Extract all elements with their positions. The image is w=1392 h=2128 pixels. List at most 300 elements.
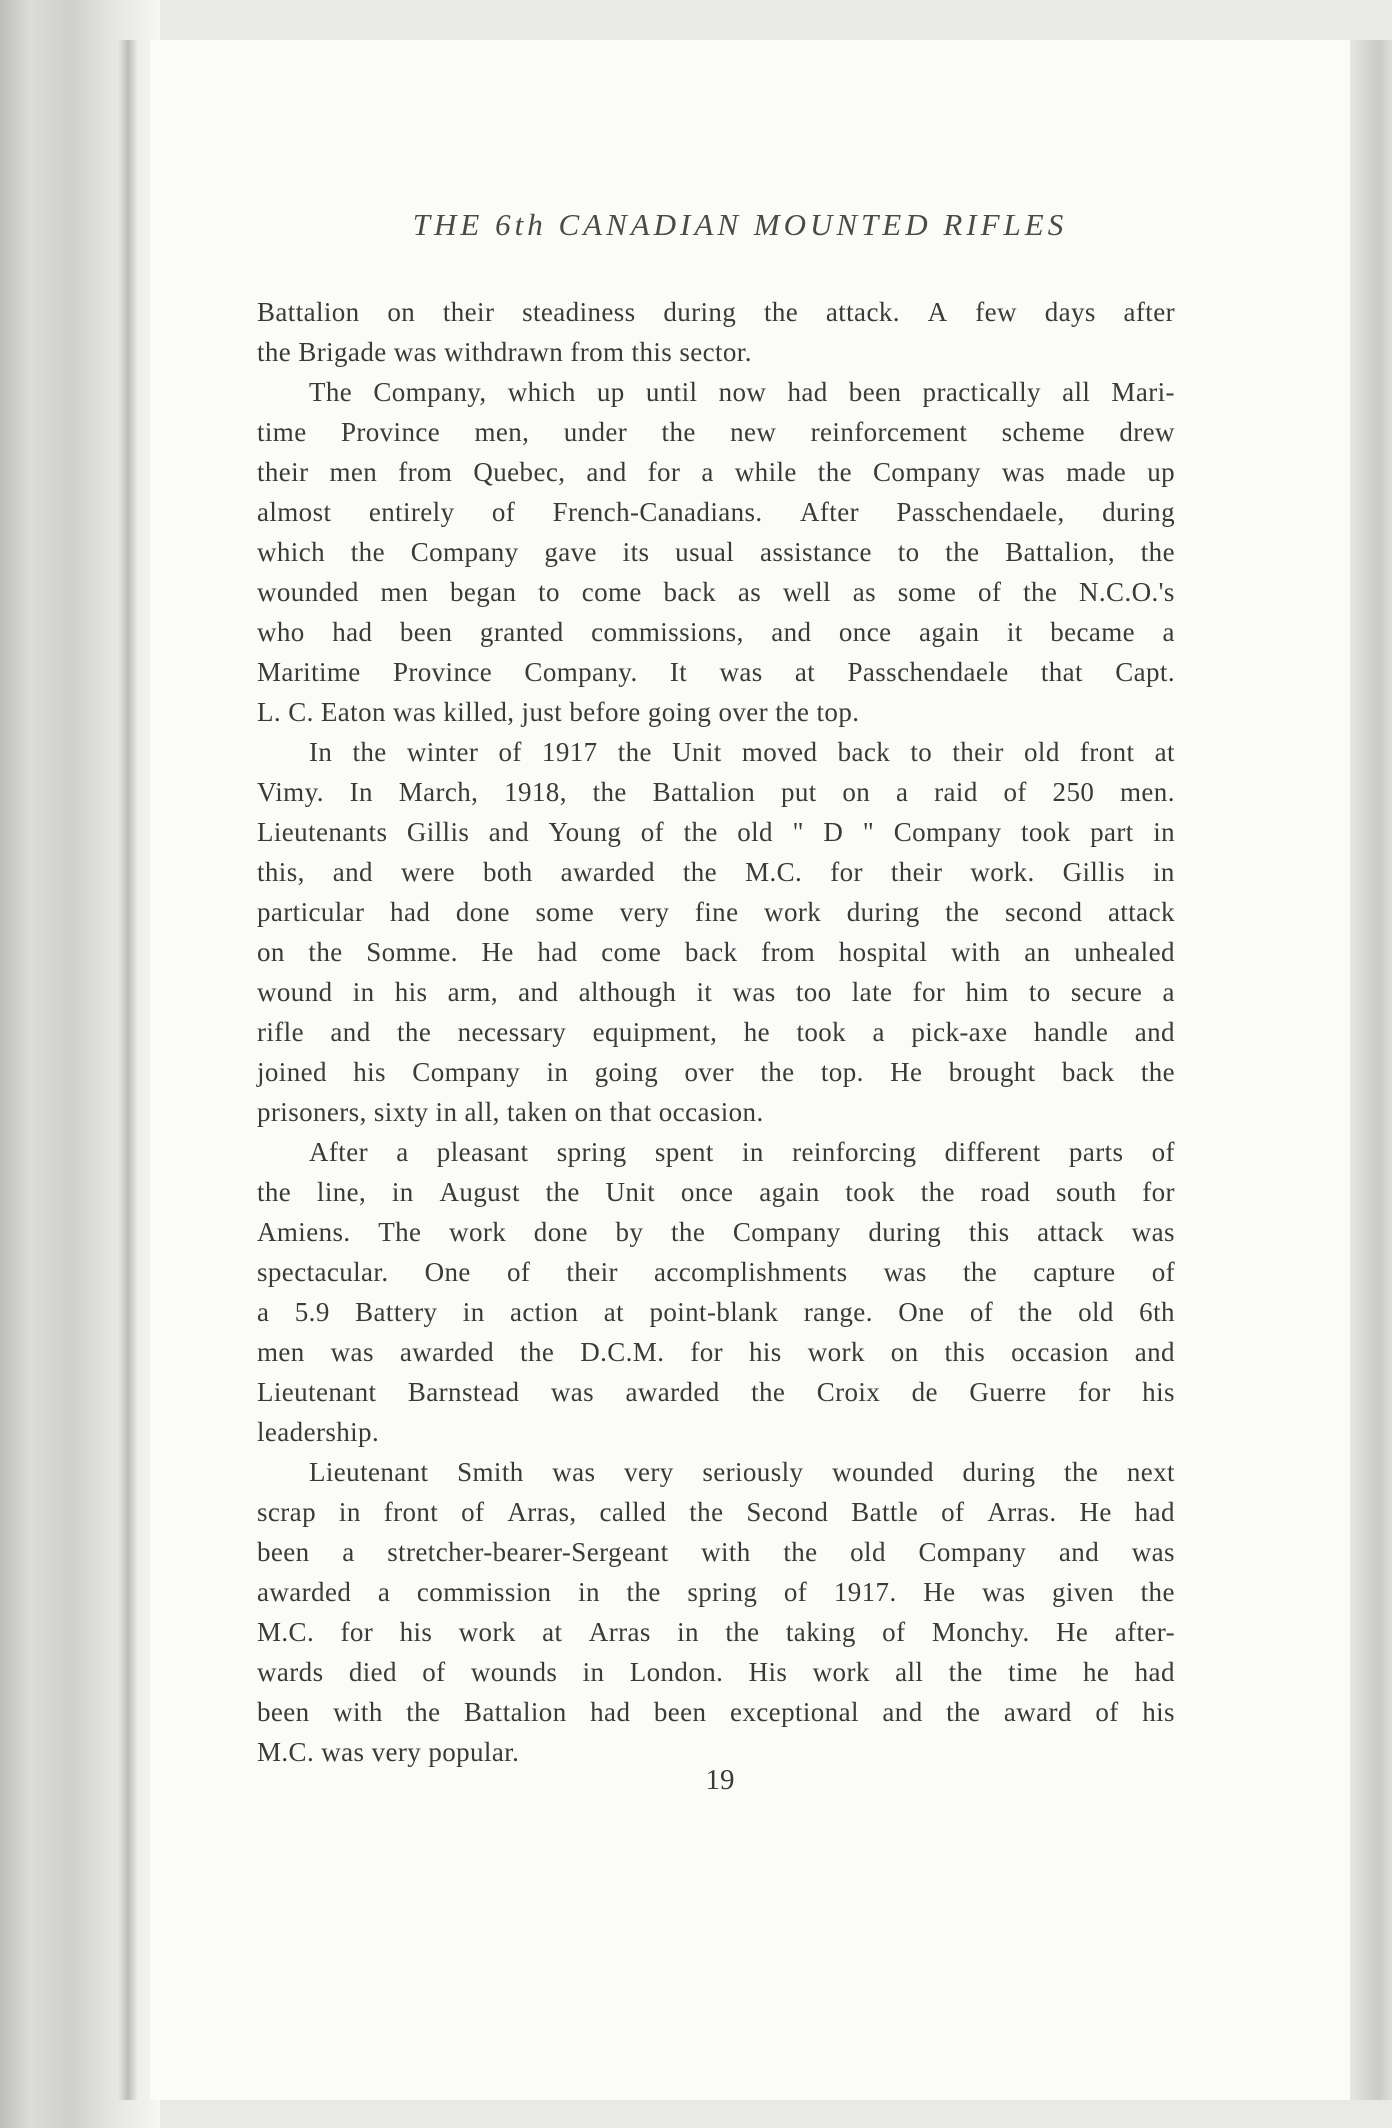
word: practically bbox=[922, 377, 1041, 407]
word: Second bbox=[746, 1497, 829, 1527]
text-line bbox=[257, 1572, 1175, 1612]
word: to bbox=[910, 737, 933, 767]
word: and bbox=[1134, 1017, 1175, 1047]
word: took bbox=[796, 1017, 847, 1047]
word: Barnstead bbox=[407, 1377, 520, 1407]
word: range. bbox=[803, 1297, 873, 1327]
word: Company, bbox=[373, 377, 487, 407]
word: scheme bbox=[1001, 417, 1085, 447]
word: days bbox=[1044, 297, 1096, 327]
word: as bbox=[737, 577, 762, 607]
word: 5.9 bbox=[294, 1297, 330, 1327]
word: second bbox=[1005, 897, 1083, 927]
word: a bbox=[257, 1297, 270, 1327]
word: usual bbox=[675, 537, 735, 567]
running-head: THE 6th CANADIAN MOUNTED RIFLES bbox=[412, 207, 1068, 242]
word: for bbox=[690, 1337, 724, 1367]
word: was bbox=[1001, 457, 1046, 487]
word: handle bbox=[1033, 1017, 1109, 1047]
word: again bbox=[918, 617, 980, 647]
word: the bbox=[257, 1177, 292, 1207]
word: after bbox=[1123, 297, 1175, 327]
word: the bbox=[1018, 1297, 1053, 1327]
word: the bbox=[350, 537, 385, 567]
word: his bbox=[394, 977, 428, 1007]
word: Company bbox=[893, 817, 1002, 847]
word: this, bbox=[257, 857, 305, 887]
word: secure bbox=[1070, 977, 1143, 1007]
word: to bbox=[897, 537, 920, 567]
word: was bbox=[552, 1457, 596, 1487]
word: the bbox=[689, 1497, 724, 1527]
word: Company bbox=[873, 457, 981, 487]
text-line bbox=[257, 372, 1175, 412]
word: south bbox=[1055, 1177, 1117, 1207]
word: its bbox=[622, 537, 650, 567]
word: been bbox=[257, 1697, 310, 1727]
word: in bbox=[391, 1177, 414, 1207]
word: spring bbox=[687, 1577, 758, 1607]
word: Company bbox=[412, 1057, 521, 1087]
word: London. bbox=[629, 1657, 724, 1687]
word: Arras. bbox=[987, 1497, 1057, 1527]
text-line: prisoners, sixty in all, taken on that occasion. bbox=[257, 1097, 764, 1127]
word: with bbox=[701, 1537, 751, 1567]
word: raid bbox=[934, 777, 978, 807]
word: his bbox=[399, 1617, 433, 1647]
word: very bbox=[624, 1457, 674, 1487]
word: for bbox=[830, 857, 863, 887]
word: in bbox=[742, 1137, 764, 1167]
word: it bbox=[1006, 617, 1023, 647]
word: became bbox=[1050, 617, 1136, 647]
word: for bbox=[340, 1617, 374, 1647]
word: during bbox=[962, 1457, 1036, 1487]
word: well bbox=[782, 577, 831, 607]
word: Province bbox=[340, 417, 441, 447]
word: the bbox=[592, 777, 627, 807]
word: stretcher-bearer-Sergeant bbox=[387, 1537, 669, 1567]
word: work bbox=[812, 1657, 870, 1687]
word: 250 bbox=[1052, 777, 1095, 807]
text-line bbox=[257, 892, 1175, 932]
word: pick-axe bbox=[911, 1017, 1008, 1047]
word: the bbox=[945, 537, 980, 567]
text-line bbox=[257, 572, 1175, 612]
text-line bbox=[257, 772, 1175, 812]
word: during bbox=[1102, 497, 1175, 527]
word: old bbox=[1024, 737, 1060, 767]
word: front bbox=[1079, 737, 1135, 767]
word: parts bbox=[1068, 1137, 1124, 1167]
text-line: M.C. was very popular. bbox=[257, 1737, 520, 1767]
word: time bbox=[1008, 1657, 1058, 1687]
word: Lieutenant bbox=[257, 1377, 377, 1407]
word: of bbox=[461, 1497, 485, 1527]
word: in bbox=[578, 1577, 600, 1607]
word: from bbox=[761, 937, 816, 967]
word: One bbox=[424, 1257, 471, 1287]
word: necessary bbox=[457, 1017, 567, 1047]
word: done bbox=[533, 1217, 588, 1247]
word: drew bbox=[1119, 417, 1175, 447]
word: winter bbox=[406, 737, 479, 767]
word: Battle bbox=[851, 1497, 919, 1527]
word: work bbox=[764, 897, 822, 927]
word: once bbox=[680, 1177, 734, 1207]
word: Company. bbox=[524, 657, 638, 687]
word: wound bbox=[257, 977, 333, 1007]
text-line bbox=[257, 1612, 1175, 1652]
text-line bbox=[257, 612, 1175, 652]
word: back bbox=[1061, 1057, 1115, 1087]
word: as bbox=[852, 577, 876, 607]
word: a bbox=[342, 1537, 355, 1567]
word: wounded bbox=[832, 1457, 934, 1487]
word: a bbox=[872, 1017, 885, 1047]
word: had bbox=[787, 377, 828, 407]
word: of bbox=[491, 497, 516, 527]
word: in bbox=[582, 1657, 605, 1687]
word: Company bbox=[732, 1217, 841, 1247]
word: wounded bbox=[257, 577, 359, 607]
word: was bbox=[330, 1337, 374, 1367]
word: at bbox=[603, 1297, 625, 1327]
word: men, bbox=[474, 417, 530, 447]
word: had bbox=[1134, 1657, 1175, 1687]
word: de bbox=[911, 1377, 938, 1407]
word: the bbox=[1140, 1577, 1175, 1607]
word: Arras bbox=[588, 1617, 651, 1647]
word: work bbox=[449, 1217, 507, 1247]
word: the bbox=[783, 1537, 818, 1567]
word: D bbox=[823, 817, 844, 847]
word: which bbox=[507, 377, 576, 407]
word: the bbox=[1140, 537, 1175, 567]
word: of bbox=[978, 577, 1002, 607]
word: Capt. bbox=[1115, 657, 1175, 687]
word: After bbox=[309, 1137, 368, 1167]
word: made bbox=[1066, 457, 1127, 487]
text-line bbox=[257, 1452, 1175, 1492]
word: Battalion bbox=[464, 1697, 567, 1727]
word: particular bbox=[257, 897, 365, 927]
word: of bbox=[783, 1577, 808, 1607]
word: back bbox=[684, 937, 738, 967]
text-line bbox=[257, 932, 1175, 972]
word: was bbox=[719, 657, 763, 687]
word: was bbox=[982, 1577, 1026, 1607]
word: spring bbox=[556, 1137, 627, 1167]
word: After bbox=[800, 497, 859, 527]
text-line bbox=[257, 292, 1175, 332]
word: He bbox=[481, 937, 514, 967]
word: He bbox=[1056, 1617, 1089, 1647]
word: that bbox=[1040, 657, 1083, 687]
word: hospital bbox=[838, 937, 928, 967]
word: on bbox=[387, 297, 416, 327]
word: too bbox=[795, 977, 832, 1007]
word: taking bbox=[785, 1617, 856, 1647]
word: after- bbox=[1114, 1617, 1175, 1647]
text-line bbox=[257, 1652, 1175, 1692]
word: Lieutenant bbox=[309, 1457, 429, 1487]
word: attack. bbox=[825, 297, 900, 327]
word: his bbox=[1142, 1697, 1175, 1727]
text-line bbox=[257, 452, 1175, 492]
word: all bbox=[895, 1657, 924, 1687]
word: scrap bbox=[257, 1497, 316, 1527]
word: had bbox=[590, 1697, 631, 1727]
word: attack bbox=[1108, 897, 1175, 927]
text-line bbox=[257, 412, 1175, 452]
word: some bbox=[535, 897, 595, 927]
word: M.C. bbox=[745, 857, 803, 887]
word: and bbox=[488, 817, 529, 847]
word: a bbox=[701, 457, 714, 487]
word: in bbox=[462, 1297, 485, 1327]
word: the bbox=[671, 1217, 706, 1247]
word: work bbox=[458, 1617, 516, 1647]
word: men bbox=[329, 457, 378, 487]
word: by bbox=[615, 1217, 644, 1247]
word: going bbox=[594, 1057, 659, 1087]
word: was bbox=[732, 977, 776, 1007]
page-number: 19 bbox=[705, 1764, 735, 1796]
word: the bbox=[763, 297, 799, 327]
word: D.C.M. bbox=[580, 1337, 665, 1367]
word: took bbox=[1021, 817, 1071, 847]
word: was bbox=[1131, 1217, 1175, 1247]
word: Lieutenants bbox=[257, 817, 388, 847]
text-line: L. C. Eaton was killed, just before going over the top. bbox=[257, 697, 860, 727]
word: arm, bbox=[447, 977, 498, 1007]
word: again bbox=[759, 1177, 820, 1207]
word: French-Canadians. bbox=[552, 497, 763, 527]
word: Battalion, bbox=[1005, 537, 1115, 567]
word: Gillis bbox=[406, 817, 470, 847]
word: action bbox=[510, 1297, 579, 1327]
word: Amiens. bbox=[257, 1217, 351, 1247]
word: the bbox=[626, 1577, 661, 1607]
word: back bbox=[663, 577, 717, 607]
text-line bbox=[257, 1372, 1175, 1412]
word: and bbox=[330, 1017, 371, 1047]
word: and bbox=[882, 1697, 923, 1727]
word: capture bbox=[1033, 1257, 1116, 1287]
text-line bbox=[257, 652, 1175, 692]
word: their bbox=[890, 857, 943, 887]
word: reinforcing bbox=[792, 1137, 917, 1167]
word: was bbox=[550, 1377, 595, 1407]
word: been bbox=[399, 617, 453, 647]
word: been bbox=[848, 377, 902, 407]
word: gave bbox=[544, 537, 597, 567]
word: work. bbox=[970, 857, 1035, 887]
word: in bbox=[1153, 857, 1175, 887]
word: spectacular. bbox=[257, 1257, 389, 1287]
word: for bbox=[1142, 1177, 1175, 1207]
word: Battalion bbox=[652, 777, 756, 807]
word: part bbox=[1090, 817, 1134, 847]
word: to bbox=[538, 577, 560, 607]
word: his bbox=[749, 1337, 782, 1367]
word: steadiness bbox=[522, 297, 636, 327]
word: awarded bbox=[399, 1337, 495, 1367]
word: spent bbox=[654, 1137, 714, 1167]
word: men bbox=[380, 577, 429, 607]
word: few bbox=[975, 297, 1017, 327]
word: him bbox=[965, 977, 1009, 1007]
word: and bbox=[1134, 1337, 1175, 1367]
word: of bbox=[882, 1617, 906, 1647]
word: put bbox=[780, 777, 817, 807]
word: in bbox=[1153, 817, 1175, 847]
text-line bbox=[257, 1532, 1175, 1572]
word: joined bbox=[257, 1057, 327, 1087]
word: He bbox=[1079, 1497, 1112, 1527]
text-line bbox=[257, 1172, 1175, 1212]
word: once bbox=[838, 617, 892, 647]
word: Company bbox=[410, 537, 519, 567]
word: 1917. bbox=[833, 1577, 897, 1607]
word: this bbox=[968, 1217, 1010, 1247]
word: He bbox=[890, 1057, 923, 1087]
word: during bbox=[846, 897, 920, 927]
word: and bbox=[586, 457, 627, 487]
word: was bbox=[883, 1257, 927, 1287]
word: Mari- bbox=[1111, 377, 1175, 407]
word: some bbox=[897, 577, 957, 607]
word: up bbox=[596, 377, 625, 407]
word: 1918, bbox=[504, 777, 567, 807]
word: road bbox=[980, 1177, 1031, 1207]
word: old bbox=[1078, 1297, 1114, 1327]
text-line bbox=[257, 1132, 1175, 1172]
word: commissions, bbox=[591, 617, 744, 647]
word: began bbox=[449, 577, 517, 607]
page-binding bbox=[0, 0, 160, 2128]
word: " bbox=[862, 817, 875, 847]
word: pleasant bbox=[436, 1137, 529, 1167]
word: the bbox=[617, 737, 652, 767]
text-line bbox=[257, 1332, 1175, 1372]
word: award bbox=[1003, 1697, 1072, 1727]
word: took bbox=[845, 1177, 896, 1207]
word: called bbox=[599, 1497, 667, 1527]
word: and bbox=[518, 977, 559, 1007]
word: 1917 bbox=[541, 737, 598, 767]
word: 6th bbox=[1139, 1297, 1175, 1327]
word: the bbox=[397, 1017, 432, 1047]
word: late bbox=[851, 977, 893, 1007]
word: the bbox=[1140, 1057, 1175, 1087]
word: the bbox=[1064, 1457, 1099, 1487]
word: their bbox=[257, 457, 309, 487]
word: an bbox=[1024, 937, 1051, 967]
word: a bbox=[396, 1137, 409, 1167]
word: for bbox=[647, 457, 681, 487]
word: M.C. bbox=[257, 1617, 315, 1647]
word: the bbox=[308, 937, 343, 967]
word: their bbox=[566, 1257, 618, 1287]
word: at bbox=[542, 1617, 563, 1647]
word: rifle bbox=[257, 1017, 304, 1047]
page-edge bbox=[1350, 40, 1392, 2100]
word: front bbox=[383, 1497, 439, 1527]
word: " bbox=[792, 817, 804, 847]
word: during bbox=[868, 1217, 942, 1247]
word: a bbox=[1162, 977, 1175, 1007]
word: while bbox=[734, 457, 797, 487]
word: very bbox=[619, 897, 670, 927]
word: men bbox=[257, 1337, 305, 1367]
word: Province bbox=[392, 657, 493, 687]
word: men. bbox=[1120, 777, 1175, 807]
word: done bbox=[455, 897, 510, 927]
word: Unit bbox=[672, 737, 722, 767]
word: until bbox=[645, 377, 698, 407]
word: under bbox=[563, 417, 628, 447]
word: the bbox=[760, 1057, 795, 1087]
word: the bbox=[817, 457, 852, 487]
text-line bbox=[257, 492, 1175, 532]
word: commission bbox=[416, 1577, 552, 1607]
word: it bbox=[696, 977, 713, 1007]
word: point-blank bbox=[649, 1297, 779, 1327]
word: the bbox=[683, 817, 718, 847]
word: had bbox=[537, 937, 578, 967]
word: awarded bbox=[560, 857, 655, 887]
word: to bbox=[1028, 977, 1051, 1007]
word: old bbox=[737, 817, 773, 847]
text-line: the Brigade was withdrawn from this sector. bbox=[257, 337, 752, 367]
word: and bbox=[332, 857, 373, 887]
body-text bbox=[257, 292, 1175, 1772]
text-line bbox=[257, 1292, 1175, 1332]
word: Passchendaele bbox=[847, 657, 1009, 687]
word: Smith bbox=[457, 1457, 524, 1487]
word: One bbox=[898, 1297, 945, 1327]
word: of bbox=[969, 1297, 994, 1327]
word: of bbox=[498, 737, 522, 767]
word: on bbox=[842, 777, 871, 807]
word: line, bbox=[316, 1177, 367, 1207]
word: Monchy. bbox=[931, 1617, 1030, 1647]
word: back bbox=[837, 737, 891, 767]
word: for bbox=[912, 977, 946, 1007]
word: died bbox=[348, 1657, 397, 1687]
word: the bbox=[725, 1617, 760, 1647]
word: with bbox=[951, 937, 1001, 967]
word: August bbox=[439, 1177, 520, 1207]
word: wards bbox=[257, 1657, 324, 1687]
word: entirely bbox=[368, 497, 455, 527]
word: their bbox=[952, 737, 1004, 767]
word: with bbox=[333, 1697, 383, 1727]
word: up bbox=[1147, 457, 1175, 487]
word: the bbox=[946, 1697, 981, 1727]
word: had bbox=[1134, 1497, 1175, 1527]
word: Vimy. bbox=[257, 777, 324, 807]
word: a bbox=[1162, 617, 1175, 647]
word: had bbox=[332, 617, 373, 647]
word: both bbox=[483, 857, 533, 887]
word: the bbox=[962, 1257, 998, 1287]
text-line bbox=[257, 812, 1175, 852]
word: Passchendaele, bbox=[896, 497, 1065, 527]
word: The bbox=[309, 377, 353, 407]
